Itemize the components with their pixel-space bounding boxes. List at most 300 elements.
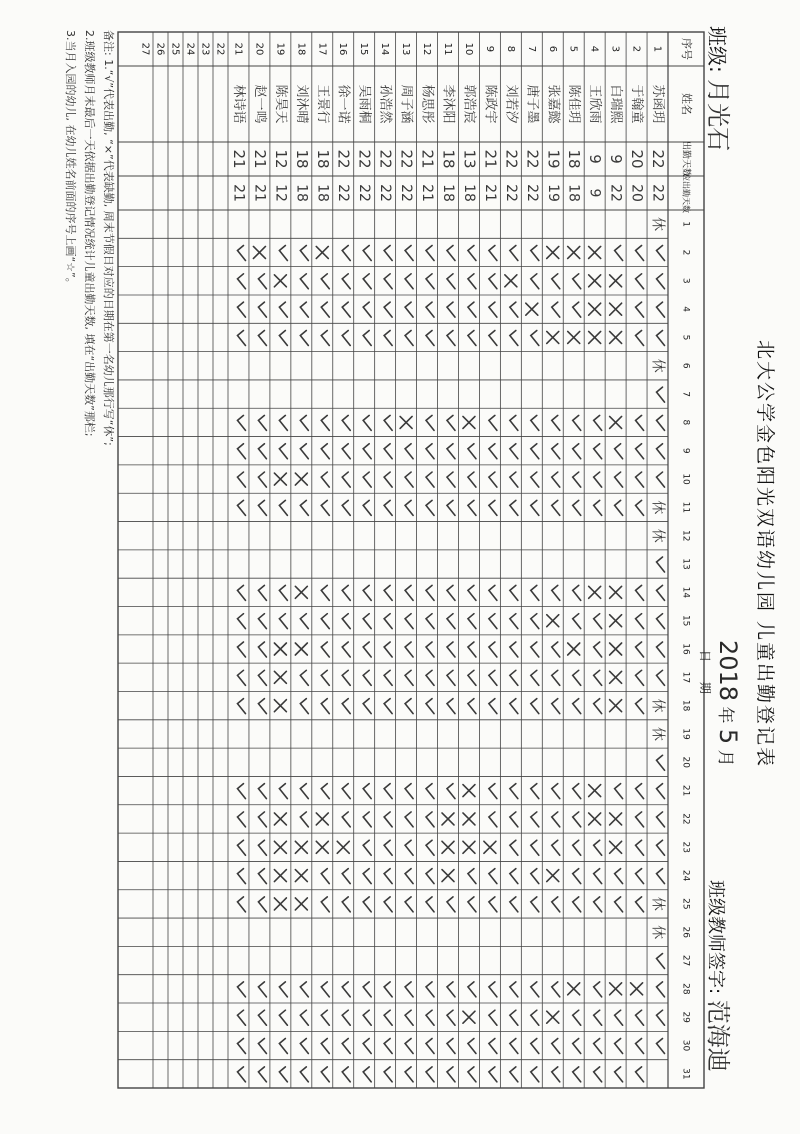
present-mark (342, 585, 350, 600)
student-name: 周子涵 (398, 84, 414, 124)
student-name: 苏函玥 (650, 84, 666, 124)
present-mark (657, 245, 665, 260)
present-mark (342, 444, 350, 459)
present-mark (510, 869, 518, 884)
absent-mark (274, 870, 286, 882)
header-should: 应出勤天数 (681, 173, 691, 213)
present-mark (594, 614, 602, 629)
should-days: 12 (272, 184, 289, 202)
present-mark (321, 699, 329, 714)
present-mark (279, 245, 287, 260)
present-mark (426, 1039, 434, 1054)
present-mark (657, 585, 665, 600)
present-mark (321, 642, 329, 657)
absent-mark (610, 983, 622, 995)
present-mark (384, 699, 392, 714)
day-number: 20 (680, 756, 691, 769)
absent-mark (610, 275, 622, 287)
present-mark (489, 302, 497, 317)
present-mark (405, 982, 413, 997)
notes-block (61, 30, 118, 446)
absent-mark (253, 246, 265, 258)
present-mark (426, 812, 434, 827)
student-name: 赵一鸣 (251, 84, 267, 124)
present-mark (489, 500, 497, 515)
should-days: 19 (544, 184, 561, 202)
present-mark (657, 274, 665, 289)
present-mark (405, 1039, 413, 1054)
present-mark (510, 897, 518, 912)
day-number: 8 (680, 419, 691, 426)
row-number: 20 (253, 42, 265, 56)
absent-mark (610, 331, 622, 343)
present-mark (489, 1067, 497, 1082)
student-name: 刘沐晴 (293, 84, 309, 124)
present-mark (363, 472, 371, 487)
present-mark (258, 330, 266, 345)
present-mark (468, 642, 476, 657)
present-mark (342, 614, 350, 629)
present-mark (300, 444, 308, 459)
present-mark (657, 642, 665, 657)
present-mark (258, 670, 266, 685)
present-mark (363, 614, 371, 629)
present-mark (510, 585, 518, 600)
present-mark (237, 245, 245, 260)
attend-days: 13 (460, 149, 479, 169)
present-mark (321, 982, 329, 997)
day-number: 13 (680, 558, 691, 570)
present-mark (426, 699, 434, 714)
present-mark (258, 982, 266, 997)
present-mark (489, 444, 497, 459)
absent-mark (505, 275, 517, 287)
present-mark (426, 245, 434, 260)
present-mark (300, 1010, 308, 1025)
present-mark (300, 699, 308, 714)
present-mark (384, 869, 392, 884)
present-mark (237, 812, 245, 827)
attend-days: 22 (376, 149, 395, 169)
present-mark (636, 330, 644, 345)
present-mark (552, 1039, 560, 1054)
present-mark (384, 245, 392, 260)
present-mark (426, 897, 434, 912)
present-mark (363, 642, 371, 657)
present-mark (657, 954, 665, 969)
present-mark (237, 982, 245, 997)
absent-mark (274, 700, 286, 712)
present-mark (258, 1039, 266, 1054)
present-mark (258, 585, 266, 600)
present-mark (363, 699, 371, 714)
absent-mark (610, 615, 622, 627)
present-mark (636, 670, 644, 685)
present-mark (279, 1067, 287, 1082)
student-name: 王欣雨 (587, 84, 603, 124)
present-mark (636, 1010, 644, 1025)
absent-mark (316, 813, 328, 825)
present-mark (405, 614, 413, 629)
present-mark (531, 444, 539, 459)
absent-mark (484, 841, 496, 853)
attend-days: 21 (481, 149, 500, 169)
present-mark (321, 1067, 329, 1082)
row-number: 6 (546, 45, 558, 53)
present-mark (342, 642, 350, 657)
present-mark (258, 812, 266, 827)
row-number: 9 (483, 45, 495, 53)
present-mark (510, 1067, 518, 1082)
present-mark (405, 274, 413, 289)
row-number: 22 (214, 42, 226, 56)
absent-mark (463, 416, 475, 428)
present-mark (531, 614, 539, 629)
holiday-mark: 休 (649, 698, 666, 713)
present-mark (447, 784, 455, 799)
day-number: 30 (680, 1039, 691, 1052)
absent-mark (526, 303, 538, 315)
present-mark (405, 812, 413, 827)
present-mark (279, 1010, 287, 1025)
present-mark (573, 500, 581, 515)
present-mark (489, 869, 497, 884)
present-mark (237, 444, 245, 459)
present-mark (657, 840, 665, 855)
student-name: 郭浩宸 (461, 84, 477, 124)
present-mark (342, 670, 350, 685)
absent-mark (568, 331, 580, 343)
student-name: 李沐阳 (440, 84, 456, 124)
present-mark (531, 330, 539, 345)
present-mark (384, 444, 392, 459)
present-mark (342, 302, 350, 317)
present-mark (573, 840, 581, 855)
present-mark (447, 1039, 455, 1054)
present-mark (384, 302, 392, 317)
note-line: 2.班级教师月末最后一天依据出勤登记情况统计儿童出勤天数, 填在“出勤天数”那栏; (83, 30, 96, 437)
present-mark (468, 245, 476, 260)
student-name: 唐子墨 (524, 84, 540, 124)
present-mark (321, 1039, 329, 1054)
present-mark (447, 245, 455, 260)
present-mark (384, 274, 392, 289)
present-mark (447, 585, 455, 600)
present-mark (342, 330, 350, 345)
present-mark (657, 614, 665, 629)
present-mark (300, 245, 308, 260)
present-mark (405, 1010, 413, 1025)
present-mark (363, 869, 371, 884)
present-mark (258, 897, 266, 912)
present-mark (636, 614, 644, 629)
present-mark (363, 245, 371, 260)
day-number: 12 (680, 529, 691, 542)
absent-mark (463, 841, 475, 853)
present-mark (531, 245, 539, 260)
note-line: 备注: 1.“√”代表出勤, “×”代表缺勤, 周末节假日对应的日期在第一名幼儿那行写“休”; (102, 30, 115, 446)
present-mark (573, 869, 581, 884)
present-mark (258, 274, 266, 289)
class-value: 月光石 (704, 79, 732, 152)
present-mark (258, 869, 266, 884)
present-mark (636, 699, 644, 714)
present-mark (636, 784, 644, 799)
present-mark (636, 245, 644, 260)
present-mark (531, 812, 539, 827)
present-mark (573, 670, 581, 685)
day-number: 24 (680, 869, 691, 882)
present-mark (258, 444, 266, 459)
present-mark (363, 415, 371, 430)
present-mark (363, 1010, 371, 1025)
attend-days: 22 (355, 149, 374, 169)
present-mark (405, 302, 413, 317)
day-number: 21 (680, 784, 691, 797)
present-mark (552, 302, 560, 317)
student-name: 刘若汐 (503, 84, 519, 124)
present-mark (342, 982, 350, 997)
should-days: 22 (398, 184, 415, 202)
present-mark (426, 840, 434, 855)
year-value: 2018 (714, 640, 742, 702)
present-mark (279, 614, 287, 629)
present-mark (468, 1039, 476, 1054)
present-mark (237, 330, 245, 345)
absent-mark (295, 841, 307, 853)
present-mark (321, 1010, 329, 1025)
present-mark (594, 670, 602, 685)
present-mark (279, 784, 287, 799)
present-mark (489, 472, 497, 487)
should-days: 21 (419, 184, 436, 202)
row-number: 7 (525, 45, 537, 53)
should-days: 21 (230, 184, 247, 202)
present-mark (405, 784, 413, 799)
attend-days: 22 (649, 149, 668, 169)
present-mark (489, 1010, 497, 1025)
row-number: 25 (169, 42, 181, 56)
present-mark (300, 274, 308, 289)
student-name: 王景行 (314, 84, 330, 124)
present-mark (237, 500, 245, 515)
absent-mark (274, 643, 286, 655)
present-mark (237, 415, 245, 430)
present-mark (552, 897, 560, 912)
present-mark (237, 585, 245, 600)
absent-mark (610, 813, 622, 825)
present-mark (426, 614, 434, 629)
present-mark (447, 330, 455, 345)
student-name: 陈政宇 (482, 84, 498, 124)
present-mark (594, 869, 602, 884)
present-mark (384, 415, 392, 430)
should-days: 9 (586, 188, 603, 198)
absent-mark (547, 615, 559, 627)
present-mark (363, 444, 371, 459)
present-mark (657, 1010, 665, 1025)
present-mark (468, 274, 476, 289)
row-number: 27 (139, 42, 151, 56)
present-mark (531, 472, 539, 487)
present-mark (573, 585, 581, 600)
absent-mark (274, 898, 286, 910)
present-mark (237, 840, 245, 855)
day-number: 28 (680, 983, 691, 995)
present-mark (342, 1067, 350, 1082)
note-line: 3.当月入园的幼儿, 在幼儿姓名前面的序号上画“☆”。 (64, 30, 77, 289)
present-mark (552, 670, 560, 685)
present-mark (573, 274, 581, 289)
present-mark (447, 302, 455, 317)
day-number: 29 (680, 1011, 691, 1023)
row-number: 24 (184, 42, 196, 56)
present-mark (636, 1039, 644, 1054)
absent-mark (589, 331, 601, 343)
holiday-mark: 休 (649, 925, 666, 940)
present-mark (531, 1039, 539, 1054)
present-mark (468, 614, 476, 629)
present-mark (363, 500, 371, 515)
row-number: 2 (630, 45, 642, 53)
present-mark (321, 869, 329, 884)
present-mark (342, 869, 350, 884)
row-number: 1 (651, 45, 663, 53)
present-mark (237, 302, 245, 317)
student-name: 张嘉懿 (545, 84, 561, 124)
present-mark (531, 897, 539, 912)
present-mark (237, 869, 245, 884)
present-mark (468, 472, 476, 487)
present-mark (531, 642, 539, 657)
present-mark (363, 274, 371, 289)
present-mark (384, 330, 392, 345)
should-days: 18 (440, 184, 456, 202)
present-mark (426, 415, 434, 430)
present-mark (489, 274, 497, 289)
present-mark (258, 642, 266, 657)
present-mark (510, 444, 518, 459)
present-mark (510, 784, 518, 799)
present-mark (489, 614, 497, 629)
student-name: 徐一诺 (335, 84, 351, 124)
teacher-signature-field (703, 880, 738, 1072)
student-name: 陈昊天 (272, 84, 288, 124)
present-mark (531, 415, 539, 430)
present-mark (384, 642, 392, 657)
present-mark (237, 1039, 245, 1054)
present-mark (426, 302, 434, 317)
student-name: 白瑞熙 (608, 84, 624, 124)
present-mark (510, 699, 518, 714)
day-number: 18 (680, 699, 691, 712)
present-mark (405, 642, 413, 657)
present-mark (468, 670, 476, 685)
present-mark (384, 500, 392, 515)
present-mark (384, 812, 392, 827)
present-mark (468, 1067, 476, 1082)
row-number: 11 (442, 42, 453, 56)
present-mark (552, 585, 560, 600)
present-mark (552, 415, 560, 430)
present-mark (384, 897, 392, 912)
present-mark (531, 670, 539, 685)
should-days: 22 (335, 184, 352, 202)
student-name: 吴雨桐 (356, 84, 372, 124)
present-mark (636, 812, 644, 827)
present-mark (552, 812, 560, 827)
present-mark (426, 444, 434, 459)
row-number: 21 (232, 42, 244, 56)
present-mark (258, 302, 266, 317)
present-mark (300, 500, 308, 515)
row-number: 12 (421, 42, 433, 56)
present-mark (531, 699, 539, 714)
absent-mark (589, 586, 601, 598)
present-mark (342, 472, 350, 487)
row-number: 14 (379, 42, 391, 56)
should-days: 18 (565, 184, 582, 202)
present-mark (510, 812, 518, 827)
present-mark (489, 784, 497, 799)
present-mark (321, 330, 329, 345)
present-mark (300, 812, 308, 827)
day-number: 6 (680, 362, 691, 369)
day-number: 25 (680, 898, 691, 910)
present-mark (489, 812, 497, 827)
present-mark (279, 982, 287, 997)
class-label: 班级: (705, 26, 729, 73)
present-mark (300, 784, 308, 799)
present-mark (615, 245, 623, 260)
present-mark (552, 472, 560, 487)
day-number: 17 (680, 671, 691, 684)
present-mark (531, 585, 539, 600)
should-days: 22 (649, 184, 666, 202)
absent-mark (547, 246, 559, 258)
teacher-signature: 范海迪 (704, 999, 732, 1072)
present-mark (594, 897, 602, 912)
present-mark (342, 699, 350, 714)
absent-mark (316, 246, 328, 258)
present-mark (657, 444, 665, 459)
day-number: 19 (680, 728, 691, 740)
header-no: 序号 (680, 38, 693, 60)
absent-mark (295, 643, 307, 655)
present-mark (363, 670, 371, 685)
absent-mark (589, 275, 601, 287)
present-mark (615, 1039, 623, 1054)
present-mark (447, 670, 455, 685)
present-mark (426, 585, 434, 600)
day-number: 14 (680, 586, 691, 599)
present-mark (468, 444, 476, 459)
day-number: 31 (680, 1068, 691, 1080)
present-mark (321, 897, 329, 912)
present-mark (363, 784, 371, 799)
present-mark (636, 500, 644, 515)
present-mark (510, 415, 518, 430)
present-mark (636, 840, 644, 855)
present-mark (321, 670, 329, 685)
student-name: 于翰童 (629, 84, 645, 124)
present-mark (657, 812, 665, 827)
present-mark (489, 245, 497, 260)
should-days: 22 (523, 184, 540, 202)
present-mark (573, 444, 581, 459)
present-mark (279, 1039, 287, 1054)
attend-days: 12 (271, 149, 290, 169)
